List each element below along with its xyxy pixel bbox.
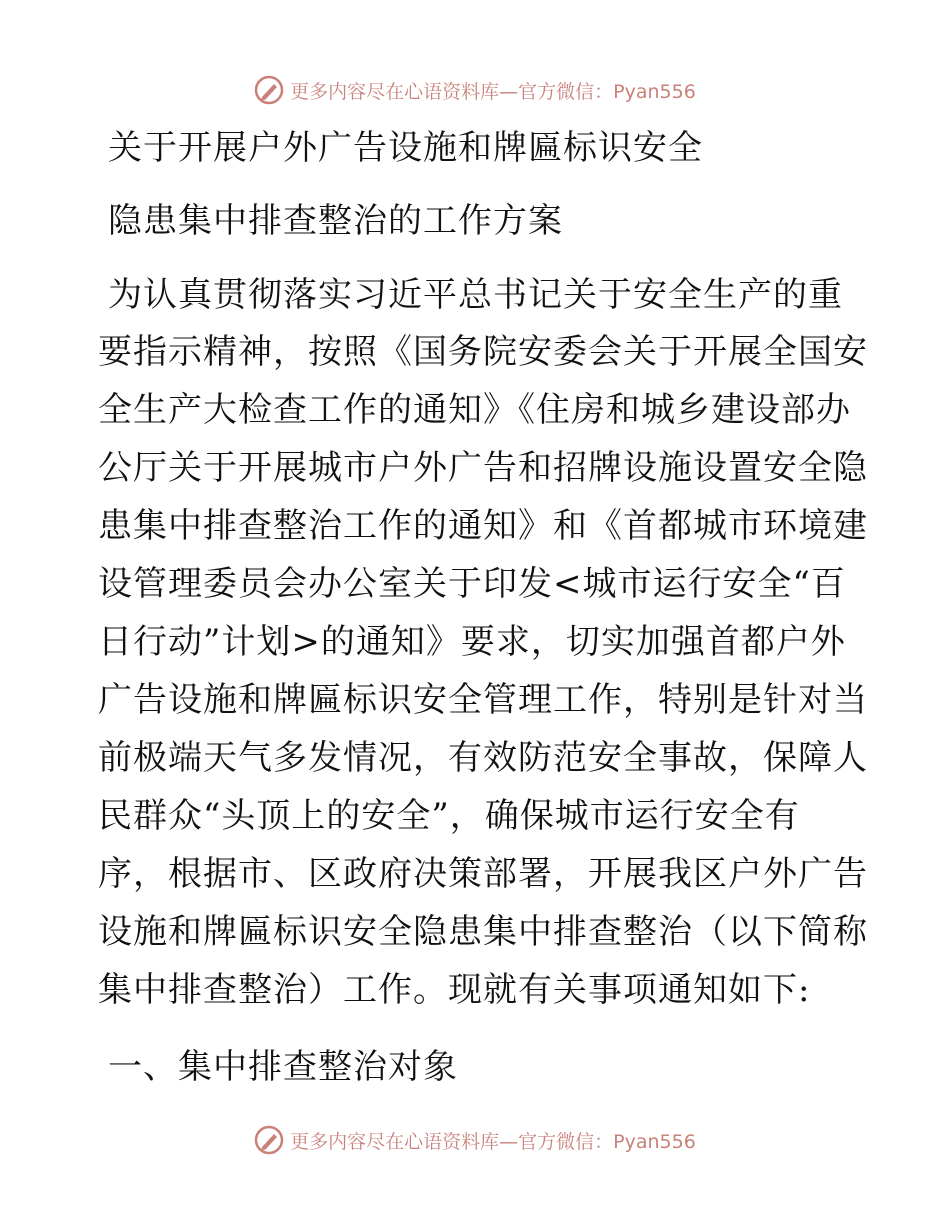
section-heading: 一、集中排查整治对象	[108, 1047, 458, 1087]
body-line: 民群众“头顶上的安全”，确保城市运行安全有	[98, 796, 800, 836]
body-line: 设管理委员会办公室关于印发<城市运行安全“百	[98, 564, 846, 604]
body-line: 日行动”计划>的通知》要求，切实加强首都户外	[98, 622, 846, 662]
body-line: 设施和牌匾标识安全隐患集中排查整治（以下简称	[98, 912, 868, 952]
body-line: 集中排查整治）工作。现就有关事项通知如下:	[98, 970, 811, 1010]
pen-logo-icon	[254, 1125, 284, 1155]
watermark-text: 更多内容尽在心语资料库—官方微信：Pyan556	[290, 1130, 696, 1153]
body-line: 要指示精神，按照《国务院安委会关于开展全国安	[98, 332, 868, 372]
body-line: 前极端天气多发情况，有效防范安全事故，保障人	[98, 738, 868, 778]
watermark-header	[0, 70, 950, 110]
document-title-line-1: 关于开展户外广告设施和牌匾标识安全	[108, 128, 703, 168]
watermark-footer	[0, 1120, 950, 1160]
document-title-line-2: 隐患集中排查整治的工作方案	[108, 201, 563, 241]
body-line: 广告设施和牌匾标识安全管理工作，特别是针对当	[98, 680, 868, 720]
body-line: 序，根据市、区政府决策部署，开展我区户外广告	[98, 854, 868, 894]
body-line: 为认真贯彻落实习近平总书记关于安全生产的重	[108, 275, 843, 315]
body-line: 患集中排查整治工作的通知》和《首都城市环境建	[98, 506, 868, 546]
body-line: 全生产大检查工作的通知》《住房和城乡建设部办	[98, 390, 851, 430]
body-line: 公厅关于开展城市户外广告和招牌设施设置安全隐	[98, 448, 868, 488]
pen-logo-icon	[254, 75, 284, 105]
watermark-text: 更多内容尽在心语资料库—官方微信：Pyan556	[290, 80, 696, 103]
